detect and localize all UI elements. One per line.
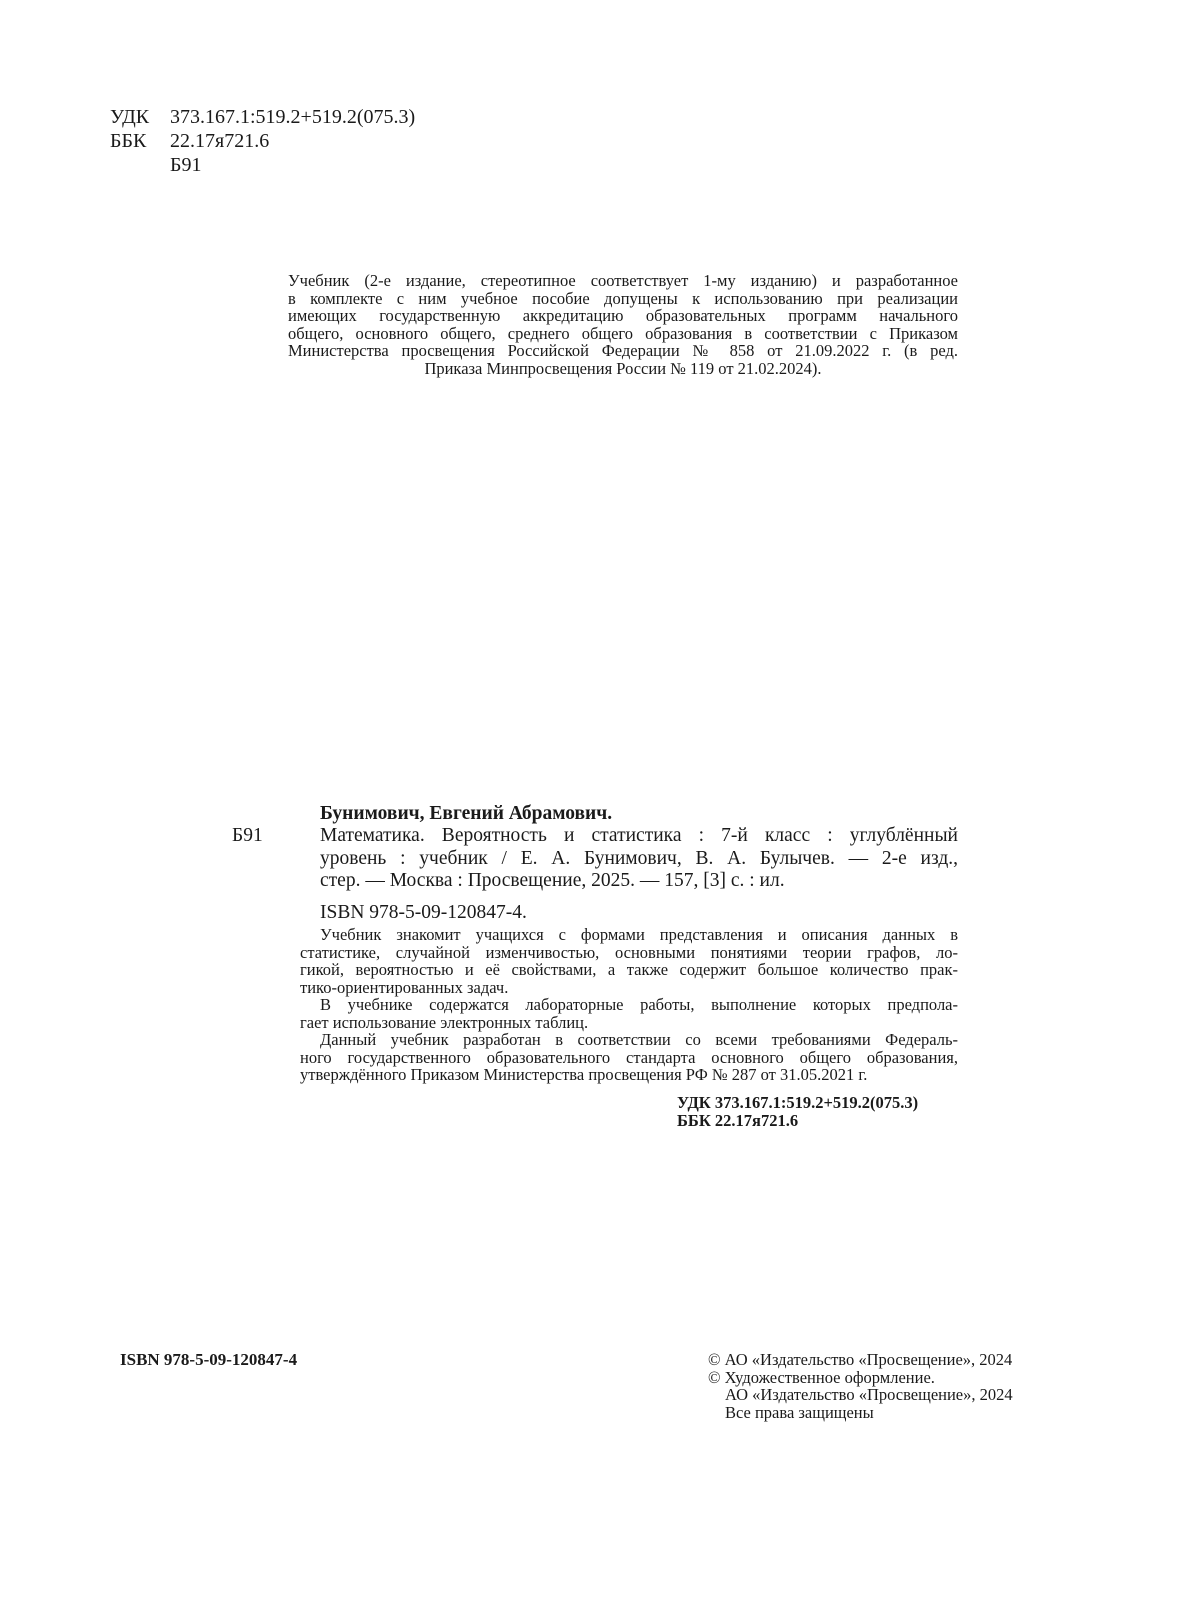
udk-label: УДК: [110, 106, 150, 128]
annotation-line: тико-ориентированных задач.: [300, 977, 509, 997]
catalog-isbn: ISBN 978-5-09-120847-4.: [320, 902, 527, 923]
catalog-line: Математика. Вероятность и статистика : 7-й класс : углублённый: [320, 825, 958, 846]
annotation-line: В учебнике содержатся лабораторные работы, выполнение которых предпола-: [320, 995, 958, 1014]
copyright-line: © Художественное оформление.: [708, 1367, 935, 1387]
annotation-line: Учебник знакомит учащихся с формами представления и описания данных в: [320, 925, 958, 944]
annotation-line: утверждённого Приказом Министерства просвещения РФ № 287 от 31.05.2021 г.: [300, 1065, 868, 1084]
bbk-value: 22.17я721.6: [170, 130, 270, 152]
author-mark: Б91: [170, 154, 202, 176]
copyright-line: Все права защищены: [725, 1402, 874, 1422]
annotation-line: статистике, случайной изменчивостью, основными понятиями теории графов, ло-: [300, 942, 958, 962]
catalog-line: уровень : учебник / Е. А. Бунимович, В. А. Булычев. — 2-е изд.,: [320, 847, 958, 869]
annotation-line: ного государственного образовательного стандарта основного общего образования,: [300, 1047, 958, 1067]
approval-line: в комплекте с ним учебное пособие допущены к использованию при реализации: [288, 288, 958, 308]
annotation-line: гает использование электронных таблиц.: [300, 1012, 589, 1032]
copyright-block: [708, 1351, 1013, 1421]
bbk-label: ББК: [110, 130, 147, 152]
udk-value: 373.167.1:519.2+519.2(075.3): [170, 106, 416, 128]
annotation-line: Данный учебник разработан в соответствии со всеми требованиями Федераль-: [320, 1030, 958, 1049]
annotation-line: гикой, вероятностью и её свойствами, а также содержит большое количество прак-: [300, 960, 958, 979]
approval-line: общего, основного общего, среднего общего образования в соответствии с Приказом: [288, 323, 958, 343]
approval-line: имеющих государственную аккредитацию образовательных программ начального: [288, 306, 958, 326]
catalog-line: стер. — Москва : Просвещение, 2025. — 157, [3] с. : ил.: [320, 870, 785, 891]
footer-isbn: ISBN 978-5-09-120847-4: [120, 1350, 298, 1369]
approval-notice: [288, 272, 958, 378]
annotation-udk: УДК 373.167.1:519.2+519.2(075.3): [677, 1093, 919, 1112]
catalog-author: Бунимович, Евгений Абрамович.: [320, 803, 613, 824]
catalog-mark: Б91: [232, 825, 263, 846]
annotation-bbk: ББК 22.17я721.6: [677, 1111, 799, 1130]
copyright-line: © АО «Издательство «Просвещение», 2024: [708, 1350, 1013, 1369]
approval-line: Учебник (2-е издание, стереотипное соответствует 1-му изданию) и разработанное: [288, 271, 958, 290]
annotation: [300, 926, 958, 1084]
copyright-line: АО «Издательство «Просвещение», 2024: [725, 1385, 1013, 1404]
approval-line: Приказа Минпросвещения России № 119 от 21.02.2024).: [424, 358, 822, 378]
approval-line: Министерства просвещения Российской Федерации № 858 от 21.09.2022 г. (в ред.: [288, 341, 958, 361]
